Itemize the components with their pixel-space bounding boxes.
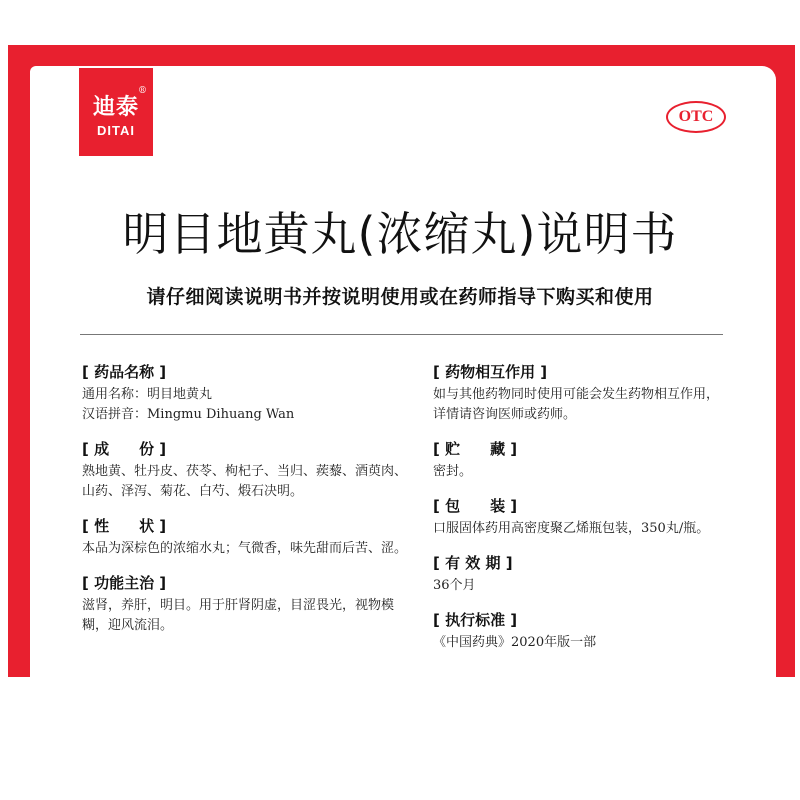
right-column (433, 362, 733, 667)
section-heading: [ 成 份 ] (82, 440, 167, 458)
page-title: 明目地黄丸(浓缩丸)说明书 (122, 207, 678, 261)
section-line: 如与其他药物同时使用可能会发生药物相互作用， (433, 387, 720, 402)
section-indications (82, 573, 395, 636)
registered-mark: ® (138, 86, 147, 96)
section-line: 《中国药典》2020年版一部 (433, 635, 597, 650)
section-heading: [ 有 效 期 ] (433, 554, 513, 572)
section-line: 36个月 (433, 578, 476, 593)
divider-line (80, 334, 723, 335)
left-column (82, 362, 408, 650)
otc-badge: OTC (666, 101, 726, 133)
section-line: 本品为深棕色的浓缩水丸；气微香，味先甜而后苦、涩。 (82, 541, 408, 556)
brand-name-cn: 迪泰 (92, 94, 139, 120)
section-heading: [ 药品名称 ] (82, 363, 167, 381)
section-description (82, 516, 408, 559)
section-package (433, 496, 733, 539)
section-heading: [ 性 状 ] (82, 517, 167, 535)
section-ingredients (82, 439, 408, 502)
section-line: 熟地黄、牡丹皮、茯苓、枸杞子、当归、蒺藜、酒萸肉、 (82, 464, 408, 479)
section-storage (433, 439, 733, 482)
brand-logo (79, 68, 153, 156)
section-shelf-life (433, 553, 733, 596)
section-drug-name (82, 362, 382, 425)
brand-name-en: DITAI (97, 123, 135, 138)
section-heading: [ 包 装 ] (433, 497, 518, 515)
section-line: 汉语拼音：Mingmu Dihuang Wan (82, 407, 295, 422)
section-heading: [ 药物相互作用 ] (433, 363, 548, 381)
section-line: 滋肾，养肝，明目。用于肝肾阴虚，目涩畏光，视物模 (82, 598, 395, 613)
section-line: 密封。 (433, 464, 473, 479)
page-subtitle: 请仔细阅读说明书并按说明使用或在药师指导下购买和使用 (146, 286, 654, 308)
section-line: 详情请咨询医师或药师。 (433, 407, 577, 422)
section-line: 糊，迎风流泪。 (82, 618, 174, 633)
section-line: 口服固体药用高密度聚乙烯瓶包装，350丸/瓶。 (433, 521, 710, 536)
section-line: 通用名称：明目地黄丸 (82, 387, 213, 402)
section-heading: [ 功能主治 ] (82, 574, 167, 592)
section-heading: [ 贮 藏 ] (433, 440, 518, 458)
section-interactions (433, 362, 733, 425)
section-heading: [ 执行标准 ] (433, 611, 518, 629)
section-line: 山药、泽泻、菊花、白芍、煅石决明。 (82, 484, 304, 499)
section-standard (433, 610, 733, 653)
